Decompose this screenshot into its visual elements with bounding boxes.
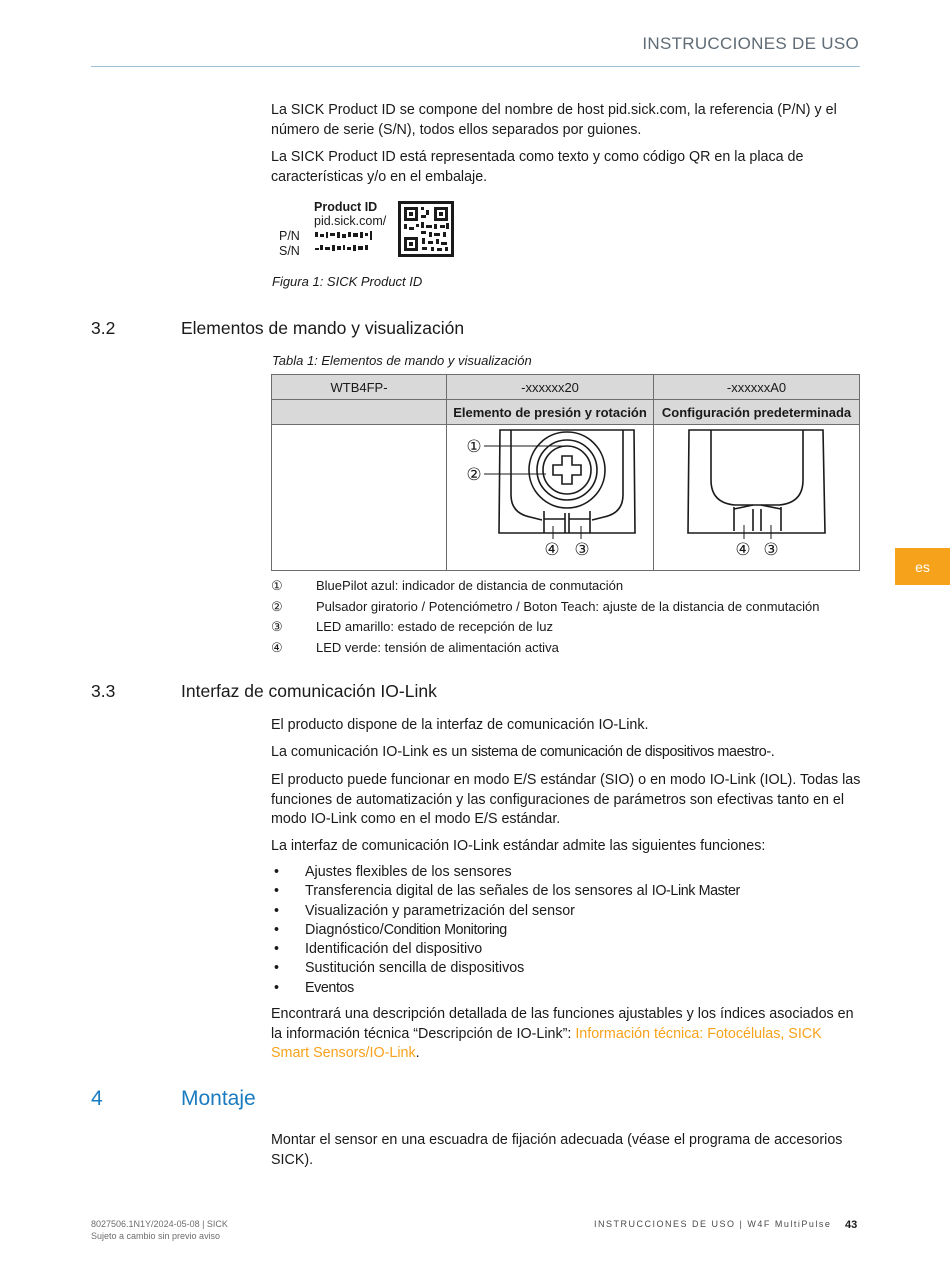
- list-item: [271, 921, 740, 940]
- table-image-row: [272, 425, 860, 571]
- diagram-cell-default: [654, 425, 860, 571]
- text-run: Sustitución sencilla de dispositivos: [305, 960, 525, 977]
- text-run: Encontrará una descripción detallada de las funciones ajustables y los índices asociados en la información técnica “Descripción de IO-Link”:: [271, 1006, 854, 1042]
- default-config-diagram: [655, 425, 859, 567]
- table-header-cell: -xxxxxxA0: [654, 375, 860, 400]
- legend-item: [271, 619, 553, 635]
- mounting-paragraph: Montar el sensor en una escuadra de fijación adecuada (véase el programa de accesorios SICK).: [271, 1132, 843, 1168]
- legend-text: LED verde: tensión de alimentación activa: [316, 640, 559, 655]
- list-item: [271, 902, 740, 921]
- text-run: Identificación del dispositivo: [305, 941, 483, 958]
- list-item: [271, 979, 740, 998]
- language-tab[interactable]: es: [895, 548, 950, 585]
- section-number: 3.2: [91, 318, 116, 338]
- table-subheader-row: [272, 400, 860, 425]
- list-item: [271, 940, 740, 959]
- text-run: Diagnóstico/: [305, 921, 384, 938]
- iolink-paragraph-3: El producto puede funcionar en modo E/S estándar (SIO) o en modo IO-Link (IOL). Todas las funciones de automatización y las configuraciones de parámetros son efectivas tanto en el modo IO-Link como en el modo E/S estándar.: [271, 772, 861, 827]
- chapter-number: 4: [91, 1087, 103, 1110]
- marker-1: ①: [466, 437, 482, 457]
- marker-2: ②: [466, 465, 482, 485]
- text-run: La comunicación IO-Link es un: [271, 744, 472, 760]
- glossary-term[interactable]: sistema de comunicación de dispositivos maestro-: [471, 744, 771, 760]
- text-run: Transferencia digital de las señales de los sensores al: [305, 883, 652, 900]
- footer-doc-info: [91, 1219, 228, 1242]
- list-item: [271, 959, 740, 978]
- function-list: [271, 863, 740, 998]
- iolink-paragraph-2: [271, 743, 861, 763]
- legend-item: [271, 640, 559, 656]
- marker-4: ④: [734, 540, 751, 560]
- table-empty-cell: [272, 425, 447, 571]
- iolink-paragraph-1: El producto dispone de la interfaz de comunicación IO-Link.: [271, 717, 649, 733]
- footer-center: INSTRUCCIONES DE USO | W4F MultiPulse: [594, 1219, 832, 1229]
- legend-number: ①: [271, 578, 283, 593]
- table-caption: Tabla 1: Elementos de mando y visualización: [272, 353, 532, 368]
- figure-caption: Figura 1: SICK Product ID: [272, 274, 423, 289]
- legend-number: ④: [271, 640, 283, 655]
- text-run: Ajustes flexibles de los sensores: [305, 864, 512, 880]
- marker-3: ③: [574, 540, 590, 560]
- marker-4: ④: [544, 540, 560, 560]
- product-id-title: Product ID: [314, 200, 378, 214]
- page-number: 43: [845, 1219, 858, 1231]
- iolink-paragraph-5: [271, 1005, 861, 1064]
- redacted-serial-numbers: [314, 231, 376, 257]
- legend-item: [271, 599, 819, 615]
- section-title: Elementos de mando y visualización: [181, 318, 465, 338]
- intro-paragraph-2: La SICK Product ID está representada como texto y como código QR en la placa de características y/o en el embalaje.: [271, 149, 804, 185]
- section-number: 3.3: [91, 681, 116, 701]
- table-subheader-cell: Elemento de presión y rotación: [447, 400, 654, 425]
- header-rule: [91, 66, 860, 67]
- intro-paragraph-1: La SICK Product ID se compone del nombre de host pid.sick.com, la referencia (P/N) y el número de serie (S/N), todos ellos separados por guiones.: [271, 102, 837, 138]
- section-title: Interfaz de comunicación IO-Link: [181, 681, 437, 701]
- pn-label: P/N: [279, 229, 300, 243]
- glossary-term[interactable]: IO-Link Master: [651, 883, 740, 900]
- legend-text: Pulsador giratorio / Potenciómetro / Boton Teach: ajuste de la distancia de conmutación: [316, 599, 820, 614]
- legend-item: [271, 578, 623, 594]
- glossary-term[interactable]: Eventos: [305, 979, 354, 996]
- table-header-cell: WTB4FP-: [272, 375, 447, 400]
- legend-text: BluePilot azul: indicador de distancia de conmutación: [316, 578, 624, 593]
- product-id-host: pid.sick.com/: [314, 214, 387, 228]
- text-run: .: [770, 744, 775, 760]
- text-run: Visualización y parametrización del sensor: [305, 902, 575, 919]
- glossary-term[interactable]: Condition Monitoring: [383, 921, 507, 938]
- sn-label: S/N: [279, 244, 300, 258]
- technical-info-link[interactable]: Información técnica: Fotocélulas, SICK Smart Sensors/IO-Link: [271, 1025, 822, 1061]
- product-id-label: [272, 196, 456, 262]
- footer-doc-id: 8027506.1N1Y/2024-05-08 | SICK: [91, 1219, 228, 1229]
- list-item: [271, 882, 740, 901]
- qr-code-icon: [398, 201, 454, 257]
- running-header: INSTRUCCIONES DE USO: [642, 34, 859, 53]
- rotary-element-diagram: [448, 425, 652, 567]
- marker-3: ③: [762, 540, 779, 560]
- table-subheader-cell: [272, 400, 447, 425]
- table-header-cell: -xxxxxx20: [447, 375, 654, 400]
- chapter-title: Montaje: [181, 1087, 256, 1110]
- list-item: [271, 863, 740, 882]
- table-header-row: [272, 375, 860, 400]
- legend-number: ③: [271, 619, 283, 634]
- legend-text: LED amarillo: estado de recepción de luz: [316, 619, 554, 634]
- iolink-paragraph-4: La interfaz de comunicación IO-Link estándar admite las siguientes funciones:: [271, 838, 766, 854]
- legend-number: ②: [271, 599, 283, 614]
- table-subheader-cell: Configuración predeterminada: [654, 400, 860, 425]
- text-run: .: [415, 1045, 420, 1061]
- footer-note: Sujeto a cambio sin previo aviso: [91, 1230, 221, 1241]
- diagram-cell-rotary: [447, 425, 654, 571]
- controls-table: [271, 374, 860, 571]
